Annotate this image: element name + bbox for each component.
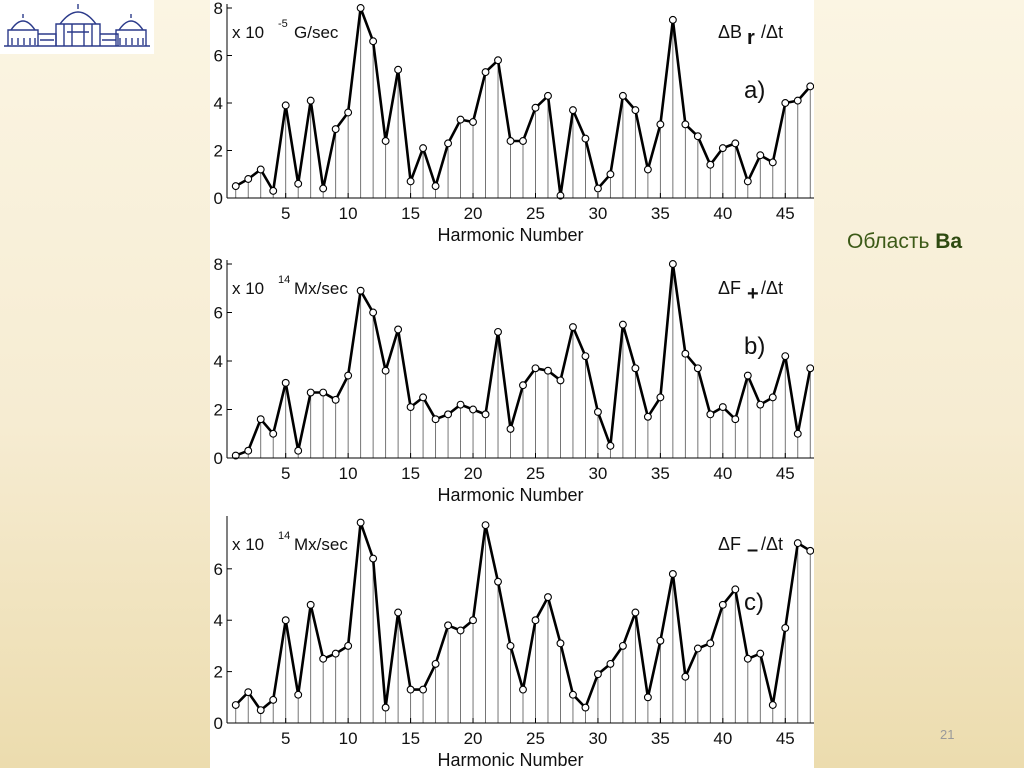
data-point [644,413,651,420]
unit-exponent: -5 [278,18,288,30]
data-point [407,686,414,693]
data-point [382,704,389,711]
data-point [345,372,352,379]
data-point [657,121,664,128]
data-point [470,406,477,413]
data-point [794,430,801,437]
data-point [407,404,414,411]
data-point [744,178,751,185]
region-caption [847,230,962,254]
data-point [595,409,602,416]
data-point [432,660,439,667]
data-point [495,578,502,585]
quantity-prefix: ΔB [718,22,743,42]
unit-suffix: Mx/sec [294,535,348,554]
slide-number: 21 [940,727,955,742]
x-tick-label: 45 [775,464,795,483]
data-point [245,176,252,183]
data-point [482,69,489,76]
data-point [669,571,676,578]
x-tick-label: 5 [280,464,291,483]
data-point [582,135,589,142]
x-tick-label: 40 [713,464,733,483]
y-tick-label: 8 [213,0,223,18]
x-tick-label: 30 [588,204,608,223]
y-tick-label: 0 [213,449,223,468]
quantity-prefix: ΔF [718,278,742,298]
x-tick-label: 25 [526,464,545,483]
x-tick-label: 10 [338,464,358,483]
y-tick-label: 6 [213,559,223,579]
data-point [432,416,439,423]
unit-prefix: x 10 [232,279,265,298]
data-point [707,411,714,418]
data-point [482,411,489,418]
harmonic-spectra-figure [210,0,814,768]
data-point [607,442,614,449]
unit-exponent: 14 [278,530,291,542]
data-point [769,702,776,709]
x-tick-label: 10 [338,204,358,223]
data-point [632,609,639,616]
data-point [345,109,352,116]
quantity-subscript: + [747,283,759,305]
data-point [457,627,464,634]
x-tick-label: 35 [650,204,670,223]
y-tick-label: 2 [213,662,223,682]
data-point [632,365,639,372]
data-point [232,702,239,709]
data-point [807,547,814,554]
x-tick-label: 25 [526,729,545,748]
unit-exponent: 14 [278,274,291,286]
data-point [707,640,714,647]
data-point [707,161,714,168]
x-tick-label: 15 [401,729,421,748]
data-point [295,447,302,454]
chart-panel-b [214,255,814,505]
data-point [357,5,364,12]
data-point [507,643,514,650]
x-tick-label: 35 [650,464,670,483]
data-point [332,396,339,403]
data-point [669,261,676,268]
data-point [395,66,402,73]
data-point [382,138,389,145]
data-point [769,394,776,401]
data-point [719,601,726,608]
data-point [420,686,427,693]
x-tick-label: 45 [775,204,795,223]
unit-suffix: G/sec [294,23,339,42]
data-point [757,650,764,657]
data-point [595,671,602,678]
x-axis-label: Harmonic Number [437,750,584,768]
data-point [420,145,427,152]
data-point [270,187,277,194]
panel-tag: a) [744,77,766,104]
x-tick-label: 20 [463,204,483,223]
data-point [570,324,577,331]
x-tick-label: 25 [526,204,545,223]
data-point [295,691,302,698]
y-tick-label: 4 [213,611,223,631]
data-point [532,104,539,111]
data-point [257,707,264,714]
quantity-suffix: /Δt [761,22,784,42]
data-point [470,119,477,126]
quantity-suffix: /Δt [761,534,784,554]
data-point [632,107,639,114]
region-label: Область [847,230,930,253]
data-point [807,365,814,372]
unit-prefix: x 10 [232,535,265,554]
data-point [545,594,552,601]
y-tick-label: 8 [213,255,223,274]
data-point [694,133,701,140]
data-point [669,16,676,23]
quantity-subscript: r [747,27,755,49]
data-point [532,365,539,372]
data-point [620,92,627,99]
data-point [682,673,689,680]
data-point [245,447,252,454]
data-point [769,159,776,166]
data-point [520,382,527,389]
data-point [794,540,801,547]
data-point [620,321,627,328]
y-tick-label: 0 [213,714,223,733]
data-point [320,389,327,396]
data-point [657,637,664,644]
data-point [395,609,402,616]
y-tick-label: 6 [213,303,223,323]
data-point [320,655,327,662]
data-point [232,183,239,190]
chart-panel-c [214,516,814,768]
data-point [270,430,277,437]
data-point [620,643,627,650]
data-point [582,353,589,360]
data-point [445,140,452,147]
data-point [257,416,264,423]
data-point [595,185,602,192]
data-point [470,617,477,624]
data-point [807,83,814,90]
data-point [282,379,289,386]
data-point [345,643,352,650]
data-point [607,660,614,667]
data-point [257,166,264,173]
data-point [457,401,464,408]
x-tick-label: 20 [463,729,483,748]
y-tick-label: 4 [213,352,223,371]
data-point [495,329,502,336]
data-point [295,180,302,187]
unit-prefix: x 10 [232,23,265,42]
data-point [282,102,289,109]
data-point [370,38,377,45]
data-point [545,92,552,99]
data-point [357,287,364,294]
data-point [644,166,651,173]
data-point [732,586,739,593]
data-point [732,140,739,147]
data-point [482,522,489,529]
data-point [570,691,577,698]
data-point [395,326,402,333]
data-point [332,650,339,657]
data-point [382,367,389,374]
data-point [557,640,564,647]
data-point [719,145,726,152]
data-point [370,555,377,562]
panel-tag: b) [744,333,766,360]
x-tick-label: 5 [280,204,291,223]
data-point [782,625,789,632]
x-tick-label: 20 [463,464,483,483]
x-axis-label: Harmonic Number [437,485,584,505]
y-tick-label: 4 [213,94,223,113]
data-point [520,138,527,145]
data-point [532,617,539,624]
x-tick-label: 35 [650,729,670,748]
data-point [732,416,739,423]
data-point [307,601,314,608]
unit-suffix: Mx/sec [294,279,348,298]
x-tick-label: 40 [713,729,733,748]
x-tick-label: 30 [588,729,608,748]
x-tick-label: 45 [775,729,795,748]
y-tick-label: 2 [213,141,223,161]
data-point [507,138,514,145]
y-tick-label: 6 [213,46,223,66]
data-point [657,394,664,401]
quantity-prefix: ΔF [718,534,742,554]
data-point [507,426,514,433]
quantity-subscript: – [747,539,759,561]
data-point [557,377,564,384]
observatory-logo [0,0,154,54]
data-point [757,152,764,159]
data-point [307,97,314,104]
data-point [744,655,751,662]
x-tick-label: 10 [338,729,358,748]
data-point [694,645,701,652]
data-point [782,353,789,360]
x-tick-label: 40 [713,204,733,223]
data-point [357,519,364,526]
data-point [782,100,789,107]
data-point [744,372,751,379]
region-value: Ba [935,230,963,253]
data-point [420,394,427,401]
data-point [719,404,726,411]
data-point [794,97,801,104]
quantity-suffix: /Δt [761,278,784,298]
data-point [407,178,414,185]
data-point [682,121,689,128]
data-point [445,411,452,418]
chart-canvas [210,0,814,768]
data-point [644,694,651,701]
y-tick-label: 2 [213,400,223,420]
chart-panel-a [214,0,814,245]
data-point [570,107,577,114]
data-point [320,185,327,192]
data-point [694,365,701,372]
panel-tag: c) [744,589,764,616]
x-tick-label: 30 [588,464,608,483]
x-tick-label: 15 [401,464,421,483]
data-point [682,350,689,357]
x-tick-label: 5 [280,729,291,748]
observatory-building-icon [0,0,154,54]
data-point [432,183,439,190]
data-point [545,367,552,374]
data-point [332,126,339,133]
data-point [495,57,502,64]
x-axis-label: Harmonic Number [437,225,584,245]
data-point [520,686,527,693]
data-point [445,622,452,629]
data-point [245,689,252,696]
data-point [582,704,589,711]
data-point [370,309,377,316]
data-point [757,401,764,408]
y-tick-label: 0 [213,189,223,208]
data-point [307,389,314,396]
data-point [457,116,464,123]
data-point [607,171,614,178]
x-tick-label: 15 [401,204,421,223]
data-point [282,617,289,624]
data-point [270,696,277,703]
